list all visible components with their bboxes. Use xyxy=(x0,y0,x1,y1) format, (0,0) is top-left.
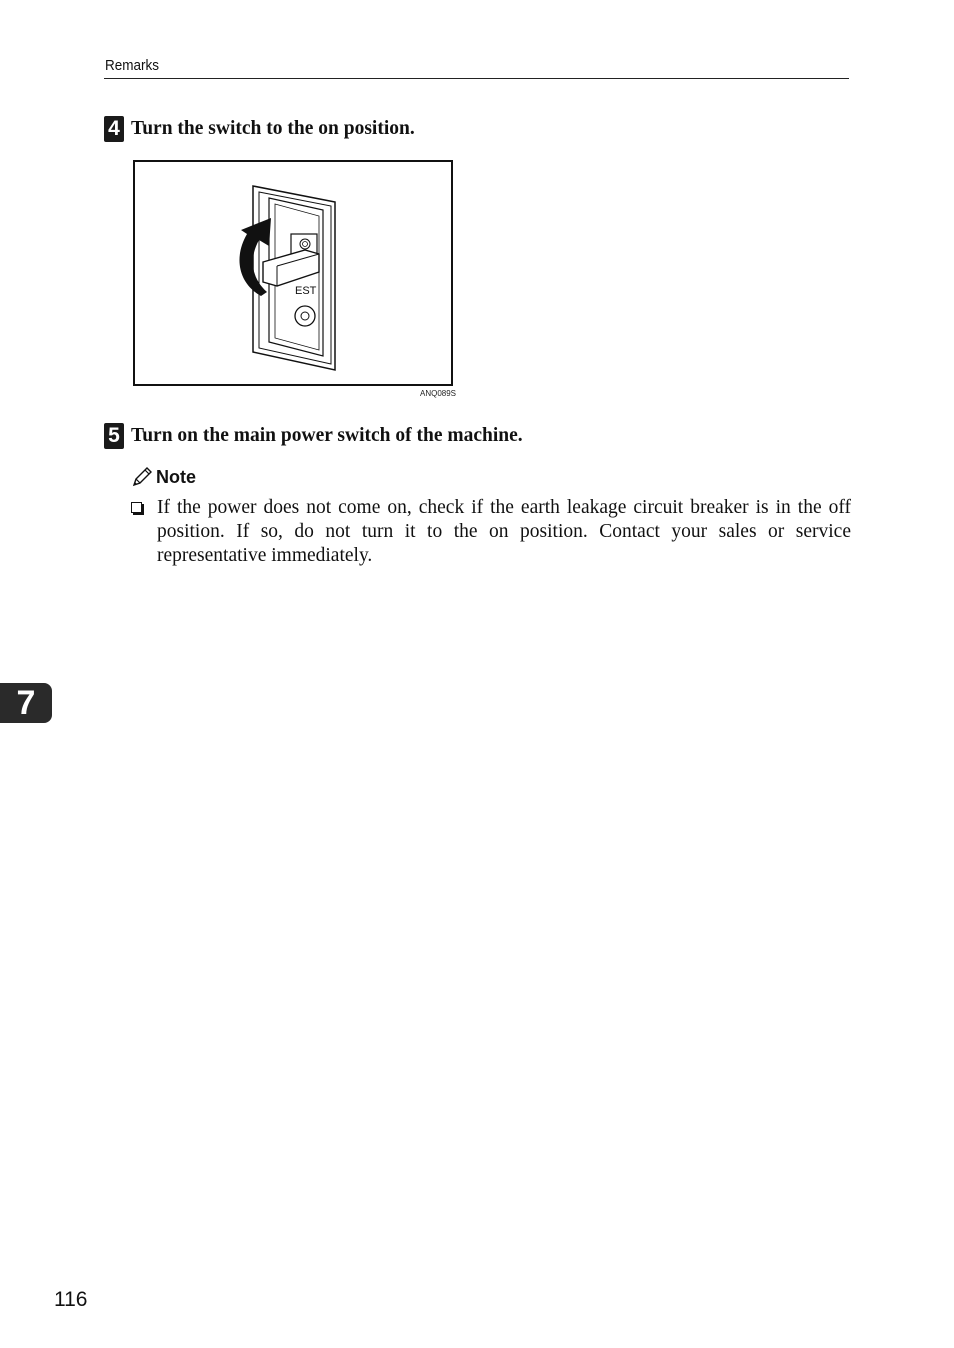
switch-illustration xyxy=(135,162,455,388)
note-label: Note xyxy=(156,466,196,487)
page-number: 116 xyxy=(54,1288,88,1311)
step-4 xyxy=(104,116,415,142)
note-item xyxy=(131,496,851,568)
chapter-tab: 7 xyxy=(0,683,52,723)
step-5 xyxy=(104,423,523,449)
step-instruction: Turn the switch to the on position. xyxy=(131,118,415,139)
header-rule xyxy=(104,78,849,79)
note-heading xyxy=(131,466,196,488)
switch-figure xyxy=(133,160,453,386)
figure-caption: ANQ089S xyxy=(420,389,457,398)
step-number-badge: 5 xyxy=(104,423,124,449)
pencil-icon xyxy=(131,466,153,488)
switch-label: EST xyxy=(295,285,317,297)
step-instruction: Turn on the main power switch of the machine. xyxy=(131,425,523,446)
header-section-label: Remarks xyxy=(105,57,160,74)
checkbox-bullet-icon xyxy=(131,502,142,513)
note-text: If the power does not come on, check if the earth leakage circuit breaker is in the off position. If so, do not turn it to the on position. Contact your sales or service representative immediately. xyxy=(157,497,851,566)
step-number-badge: 4 xyxy=(104,116,124,142)
